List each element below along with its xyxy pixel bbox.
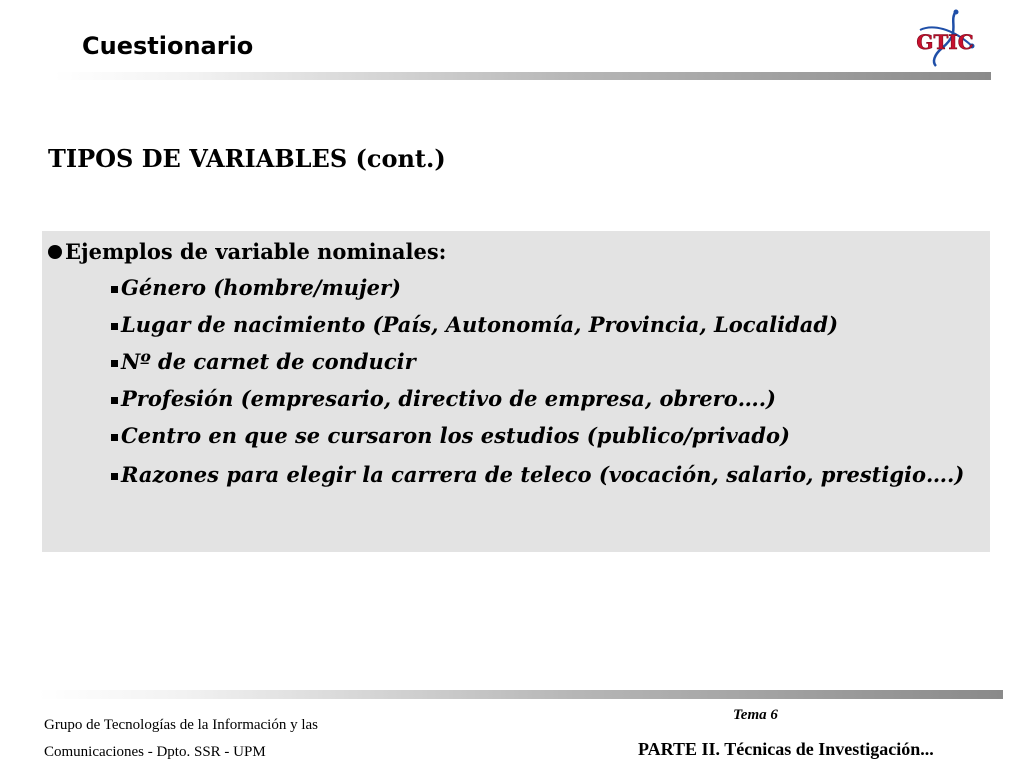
gtic-logo [912,8,978,68]
square-bullet-icon [111,473,118,480]
main-bullet-item [48,239,446,264]
sub-bullet-text: Género (hombre/mujer) [121,275,401,300]
content-box [42,231,990,552]
square-bullet-icon [111,434,118,441]
square-bullet-icon [111,397,118,404]
sub-bullet-text: Nº de carnet de conducir [121,349,416,374]
sub-bullet-item [111,462,986,487]
sub-bullet-text: Lugar de nacimiento (País, Autonomía, Provincia, Localidad) [121,312,839,337]
slide-header-title: Cuestionario [82,32,254,60]
sub-bullet-item [111,386,986,423]
sub-bullet-item [111,312,986,349]
sub-bullet-text: Razones para elegir la carrera de teleco (vocación, salario, prestigio….) [121,462,965,487]
footer-parte: PARTE II. Técnicas de Investigación... [638,739,934,759]
sub-bullet-text: Profesión (empresario, directivo de empresa, obrero….) [121,386,776,411]
square-bullet-icon [111,323,118,330]
footer-organization [44,712,318,766]
header-divider [54,72,991,80]
round-bullet-icon [48,245,62,259]
footer-tema: Tema 6 [733,707,778,723]
footer-divider [38,690,1003,699]
square-bullet-icon [111,360,118,367]
footer-org-line-2: Comunicaciones - Dpto. SSR - UPM [44,744,266,760]
sub-bullet-item [111,275,986,312]
logo-text: GTIC [916,30,974,54]
sub-bullet-list [111,275,986,487]
square-bullet-icon [111,286,118,293]
sub-bullet-item [111,349,986,386]
sub-bullet-item [111,423,986,460]
sub-bullet-text: Centro en que se cursaron los estudios (publico/privado) [121,423,790,448]
main-bullet-text: Ejemplos de variable nominales: [65,239,447,264]
slide-title: TIPOS DE VARIABLES (cont.) [48,144,446,173]
footer-org-line-1: Grupo de Tecnologías de la Información y las [44,717,319,733]
